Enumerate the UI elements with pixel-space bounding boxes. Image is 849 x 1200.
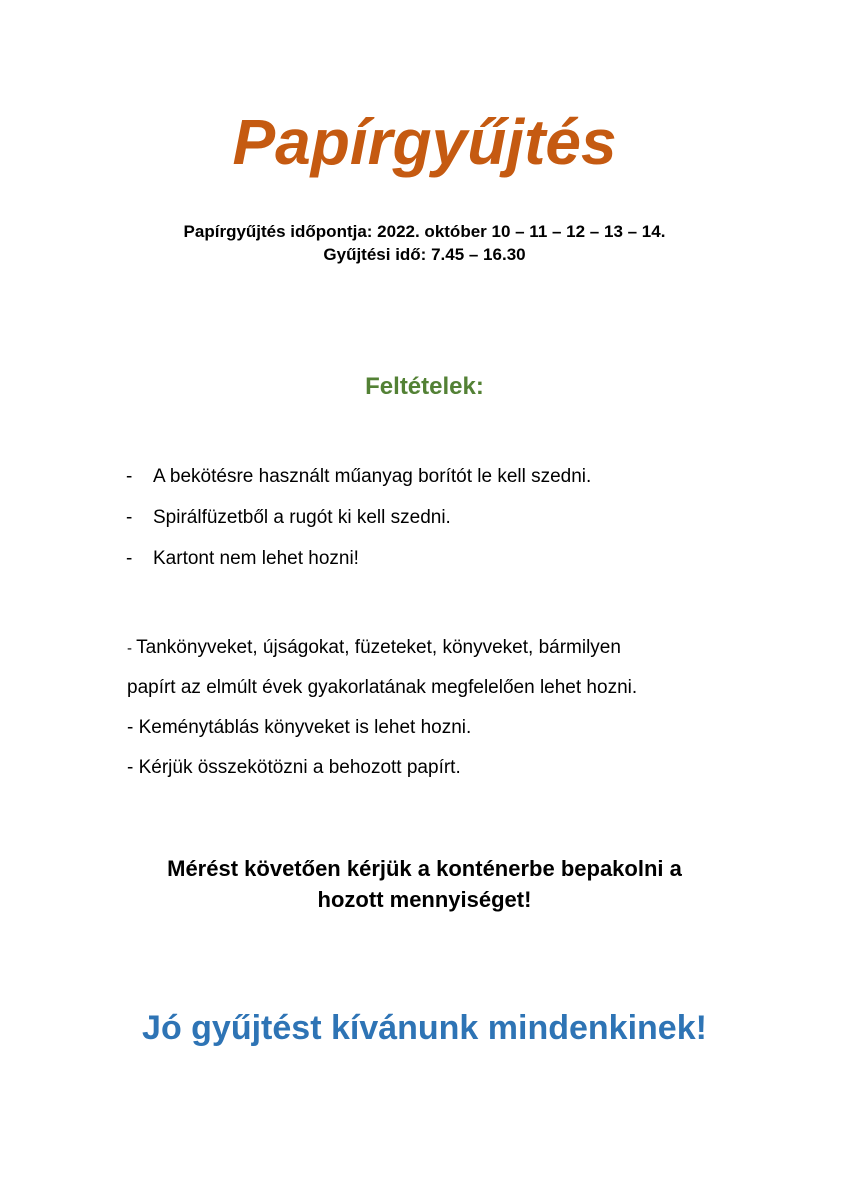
dash-bullet: - [126,507,133,528]
note-line: papírt az elmúlt évek gyakorlatának megfelelően lehet hozni. [127,677,638,698]
list-item [126,503,806,544]
collection-hours: Gyűjtési idő: 7.45 – 16.30 [323,245,526,264]
closing-message: Jó gyűjtést kívánunk mindenkinek! [142,1009,707,1047]
conditions-list [126,462,806,585]
measure-notice [0,853,849,915]
note-line: - Kérjük összekötözni a behozott papírt. [127,757,461,778]
dash-bullet: - [126,548,133,569]
note-line [127,633,817,673]
dash-bullet: - [127,640,137,657]
schedule-block [0,220,849,266]
condition-text: Kartont nem lehet hozni! [153,548,359,569]
condition-text: A bekötésre használt műanyag borítót le kell szedni. [153,466,592,487]
measure-line: hozott mennyiséget! [317,887,532,912]
dash-bullet: - [126,466,133,487]
measure-line: Mérést követően kérjük a konténerbe bepakolni a [167,856,682,881]
conditions-heading: Feltételek: [365,373,484,400]
note-line: - Keménytáblás könyveket is lehet hozni. [127,717,472,738]
list-item [126,462,806,503]
note-text: Tankönyveket, újságokat, füzeteket, könyveket, bármilyen [136,637,621,658]
list-item [126,544,806,585]
condition-text: Spirálfüzetből a rugót ki kell szedni. [153,507,451,528]
collection-dates: Papírgyűjtés időpontja: 2022. október 10 – 11 – 12 – 13 – 14. [183,222,666,241]
notes-block [127,633,817,793]
page-title: Papírgyűjtés [232,106,617,178]
